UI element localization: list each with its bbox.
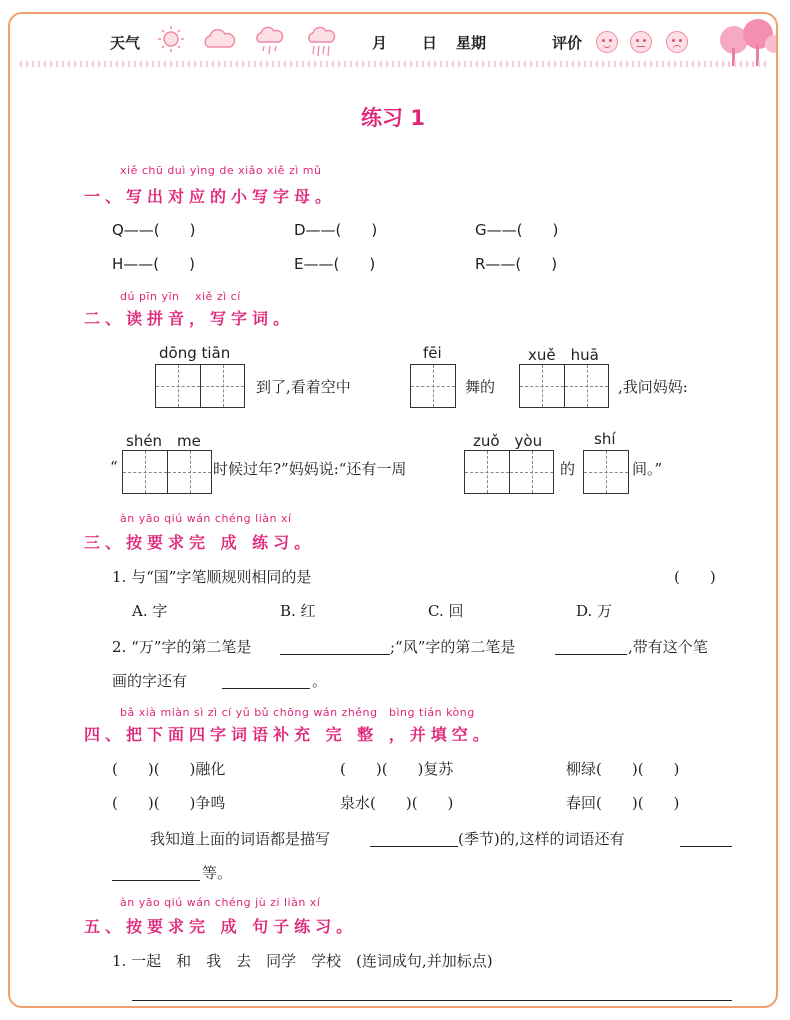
idiom-liulv: 柳绿( )( ) bbox=[566, 760, 680, 778]
answer-blank-wan[interactable] bbox=[280, 654, 390, 655]
s2-text-3: ,我问妈妈: bbox=[618, 378, 688, 396]
neutral-face-icon[interactable] bbox=[630, 31, 652, 53]
s3-q2-part3: ,带有这个笔 bbox=[628, 638, 708, 656]
sun-icon bbox=[156, 24, 186, 54]
answer-blank-chars[interactable] bbox=[222, 688, 310, 689]
answer-blank-season[interactable] bbox=[370, 846, 458, 847]
s2-text-6: 间。” bbox=[632, 460, 663, 478]
answer-blank-feng[interactable] bbox=[555, 654, 627, 655]
worksheet-page bbox=[8, 12, 778, 1008]
pinyin-fei: fēi bbox=[423, 344, 442, 362]
s2-text-2: 舞的 bbox=[465, 378, 496, 396]
s4-fill-part1: 我知道上面的词语都是描写 bbox=[150, 830, 331, 848]
write-grid-xuehua[interactable] bbox=[519, 364, 609, 408]
s3-q2-end: 。 bbox=[312, 672, 328, 690]
idiom-chunhui: 春回( )( ) bbox=[566, 794, 680, 812]
grass-border bbox=[20, 61, 766, 67]
s1-item-g: G——( ) bbox=[475, 221, 559, 239]
write-grid-shi[interactable] bbox=[583, 450, 629, 494]
s2-text-5: 的 bbox=[560, 460, 576, 478]
s2-text-1: 到了,看着空中 bbox=[256, 378, 351, 396]
write-grid-fei[interactable] bbox=[410, 364, 456, 408]
weekday-label: 星期 bbox=[456, 34, 487, 52]
s5-heading: 五、按要求完 成 句子练习。 bbox=[84, 917, 358, 936]
sad-face-icon[interactable] bbox=[666, 31, 688, 53]
pinyin-dongtian: dōng tiān bbox=[159, 344, 231, 362]
pinyin-xuehua: xuě huā bbox=[528, 346, 599, 364]
answer-line-sentence[interactable] bbox=[132, 1000, 732, 1001]
happy-face-icon[interactable] bbox=[596, 31, 618, 53]
s3-option-b[interactable]: B. 红 bbox=[280, 602, 316, 620]
s5-pinyin: àn yāo qiú wán chéng jù zi liàn xí bbox=[120, 896, 321, 909]
s2-text-4: 时候过年?”妈妈说:“还有一周 bbox=[213, 460, 407, 478]
s3-q2-part2: ;“风”字的第二笔是 bbox=[390, 638, 516, 656]
s1-heading: 一、写出对应的小写字母。 bbox=[84, 187, 337, 206]
s1-item-d: D——( ) bbox=[294, 221, 378, 239]
s3-option-d[interactable]: D. 万 bbox=[576, 602, 613, 620]
pinyin-shi: shí bbox=[594, 430, 616, 448]
idiom-quanshui: 泉水( )( ) bbox=[340, 794, 454, 812]
rating-label: 评价 bbox=[552, 34, 583, 52]
s5-q1: 1. 一起 和 我 去 同学 学校 (连词成句,并加标点) bbox=[112, 952, 493, 970]
idiom-zhengming: ( )( )争鸣 bbox=[112, 794, 226, 812]
s3-option-a[interactable]: A. 字 bbox=[132, 602, 168, 620]
pinyin-shenme: shén me bbox=[126, 432, 201, 450]
s3-pinyin: àn yāo qiú wán chéng liàn xí bbox=[120, 512, 292, 525]
s1-item-h: H——( ) bbox=[112, 255, 195, 273]
cloud-icon bbox=[202, 24, 236, 54]
month-label: 月 bbox=[372, 34, 388, 52]
pinyin-zuoyou: zuǒ yòu bbox=[473, 432, 543, 450]
trees-decoration-icon bbox=[716, 18, 778, 66]
answer-blank-more-2[interactable] bbox=[112, 880, 200, 881]
day-label: 日 bbox=[422, 34, 438, 52]
s1-pinyin: xiě chū duì yìng de xiǎo xiě zì mǔ bbox=[120, 164, 322, 177]
idiom-fusu: ( )( )复苏 bbox=[340, 760, 454, 778]
s3-q1: 1. 与“国”字笔顺规则相同的是 bbox=[112, 568, 312, 586]
s3-q1-answer[interactable]: ( ) bbox=[674, 568, 716, 586]
s3-q2-part1: 2. “万”字的第二笔是 bbox=[112, 638, 252, 656]
light-rain-icon bbox=[254, 24, 286, 58]
s2-pinyin: dú pīn yīn xiě zì cí bbox=[120, 290, 241, 303]
s2-heading: 二、读拼音，写字词。 bbox=[84, 309, 295, 328]
s4-pinyin: bǎ xià miàn sì zì cí yǔ bǔ chōng wán zhěng bìng tián kòng bbox=[120, 706, 475, 719]
s1-item-e: E——( ) bbox=[294, 255, 376, 273]
heavy-rain-icon bbox=[306, 24, 338, 58]
write-grid-dongtian[interactable] bbox=[155, 364, 245, 408]
page-title: 练习 1 bbox=[361, 106, 425, 130]
s4-fill-end: 等。 bbox=[202, 864, 233, 882]
s1-item-q: Q——( ) bbox=[112, 221, 196, 239]
write-grid-zuoyou[interactable] bbox=[464, 450, 554, 494]
s1-item-r: R——( ) bbox=[475, 255, 558, 273]
s3-q2-part4: 画的字还有 bbox=[112, 672, 188, 690]
write-grid-shenme[interactable] bbox=[122, 450, 212, 494]
s2-open-quote: “ bbox=[110, 458, 118, 476]
idiom-rongzhua: ( )( )融化 bbox=[112, 760, 226, 778]
answer-blank-more-1[interactable] bbox=[680, 846, 732, 847]
s3-heading: 三、按要求完 成 练习。 bbox=[84, 533, 316, 552]
weather-label: 天气 bbox=[110, 34, 141, 52]
header-bar bbox=[10, 14, 776, 66]
s3-option-c[interactable]: C. 回 bbox=[428, 602, 464, 620]
s4-heading: 四、把下面四字词语补充 完 整 ，并填空。 bbox=[84, 725, 494, 744]
s4-fill-part2: (季节)的,这样的词语还有 bbox=[458, 830, 625, 848]
